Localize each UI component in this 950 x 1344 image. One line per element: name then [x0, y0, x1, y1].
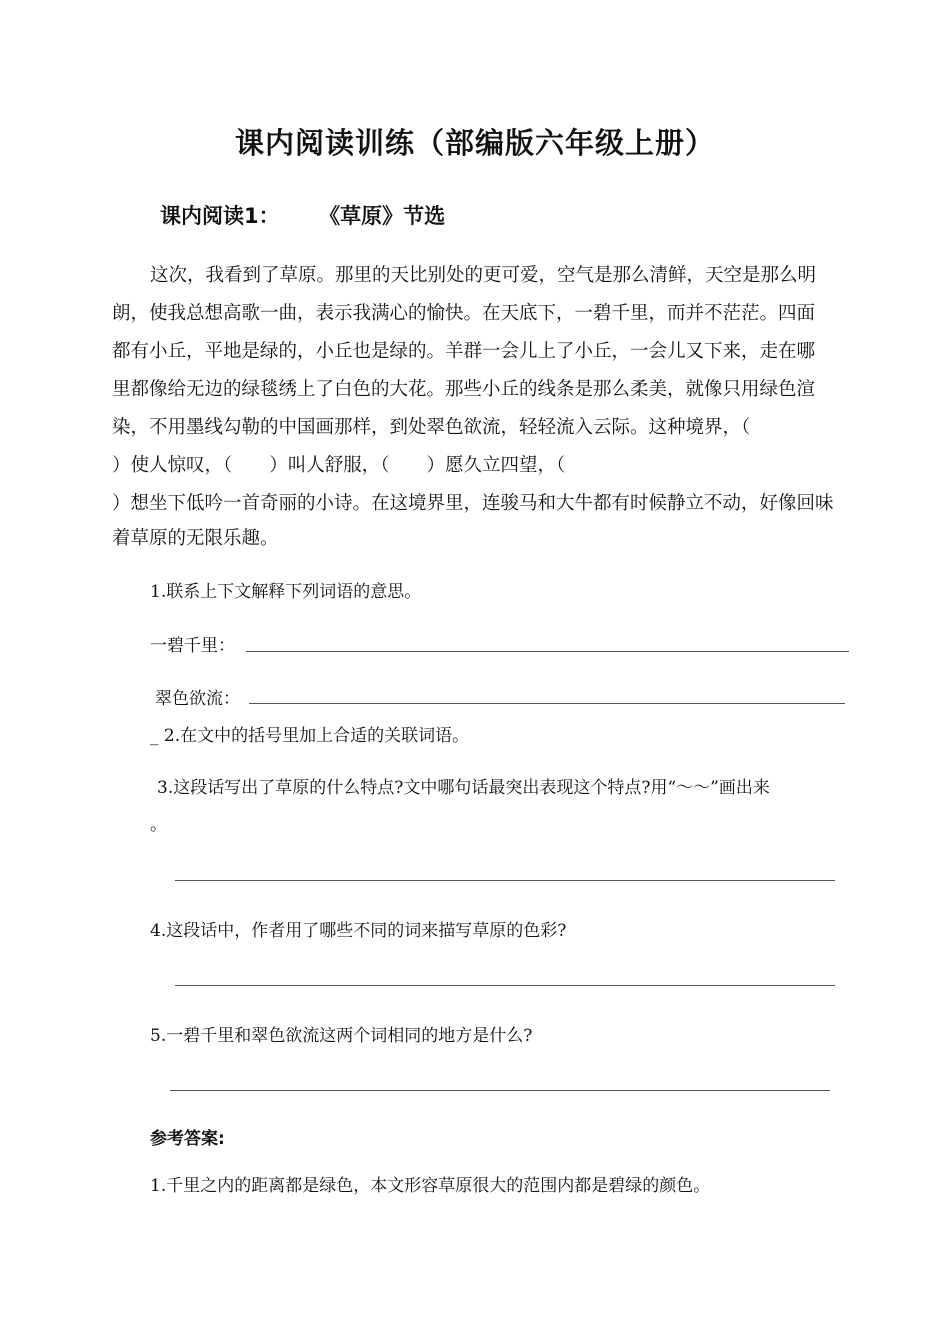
question-1: 1.联系上下文解释下列词语的意思。: [150, 582, 422, 602]
question-5: 5.一碧千里和翠色欲流这两个词相同的地方是什么?: [150, 1026, 533, 1046]
answer-blank-q3[interactable]: [175, 880, 835, 881]
passage-line: 里都像给无边的绿毯绣上了白色的大花。那些小丘的线条是那么柔美，就像只用绿色渲: [112, 379, 816, 400]
question-3: 3.这段话写出了草原的什么特点?文中哪句话最突出表现这个特点?用“～～”画出来: [157, 778, 770, 798]
question-4: 4.这段话中，作者用了哪些不同的词来描写草原的色彩?: [150, 921, 567, 941]
question-2: _ 2.在文中的括号里加上合适的关联词语。: [150, 726, 470, 746]
answer-blank-q1b[interactable]: [249, 703, 845, 704]
question-3-end: 。: [150, 815, 167, 835]
section-heading: [160, 200, 445, 230]
passage-line: ）想坐下低吟一首奇丽的小诗。在这境界里，连骏马和大牛都有时候静立不动，好像回味: [112, 493, 834, 514]
passage-line: 这次，我看到了草原。那里的天比别处的更可爱，空气是那么清鲜，天空是那么明: [150, 265, 817, 286]
answer-blank-q1a[interactable]: [246, 651, 849, 652]
passage-line: 染，不用墨线勾勒的中国画那样，到处翠色欲流，轻轻流入云际。这种境界，（: [112, 417, 751, 438]
answers-heading: 参考答案:: [150, 1129, 225, 1149]
passage-line: 朗，使我总想高歌一曲，表示我满心的愉快。在天底下，一碧千里，而并不茫茫。四面: [112, 303, 816, 324]
passage-line: ）使人惊叹，（ ）叫人舒服，（ ）愿久立四望，（: [112, 455, 566, 476]
section-label: 课内阅读1：: [160, 204, 280, 228]
q1a-label: 一碧千里：: [150, 636, 235, 656]
q1b-label: 翠色欲流：: [155, 689, 240, 709]
page-title: 课内阅读训练（部编版六年级上册）: [234, 126, 715, 160]
section-source: 《草原》节选: [329, 204, 446, 228]
passage-line: 着草原的无限乐趣。: [112, 528, 279, 549]
answer-blank-q4[interactable]: [175, 985, 835, 986]
answer-1: 1.千里之内的距离都是绿色，本文形容草原很大的范围内都是碧绿的颜色。: [150, 1176, 711, 1196]
answer-blank-q5[interactable]: [170, 1090, 830, 1091]
passage-line: 都有小丘，平地是绿的，小丘也是绿的。羊群一会儿上了小丘，一会儿又下来，走在哪: [112, 341, 816, 362]
